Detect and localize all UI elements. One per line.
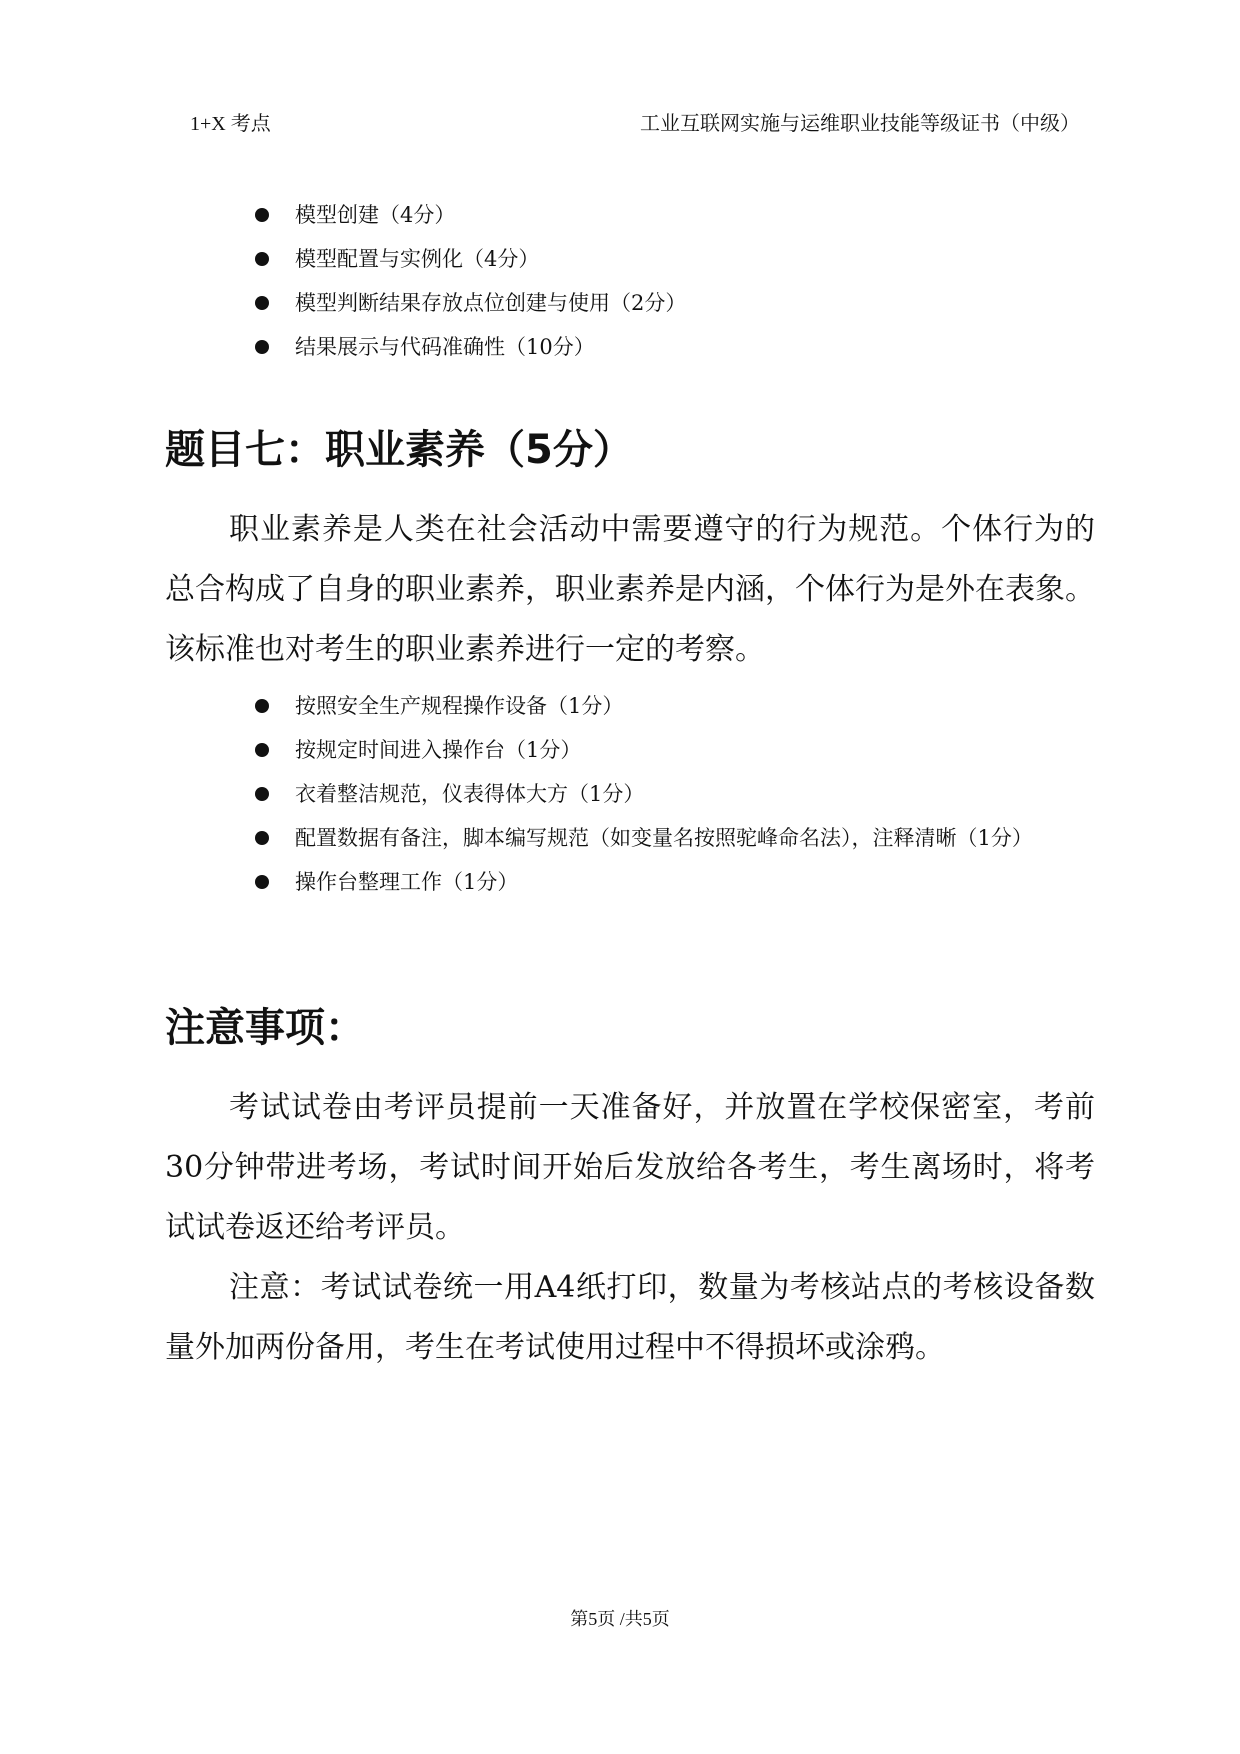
list-item-text: 结果展示与代码准确性（10分） [295, 335, 595, 359]
list-item-text: 模型配置与实例化（4分） [295, 247, 540, 271]
header-document-title: 工业互联网实施与运维职业技能等级证书（中级） [640, 113, 1080, 135]
bullet-icon [255, 743, 269, 757]
notes-paragraph: 考试试卷由考评员提前一天准备好，并放置在学校保密室，考前30分钟带进考场，考试时间开始后发放给各考生，考生离场时，将考试试卷返还给考评员。 [165, 1090, 1095, 1245]
list-item-text: 配置数据有备注，脚本编写规范（如变量名按照驼峰命名法），注释清晰（1分） [295, 826, 1033, 850]
section-heading-notes: 注意事项： [165, 1005, 365, 1051]
section-heading-professionalism: 题目七：职业素养（5分） [165, 427, 633, 473]
list-item-text: 模型创建（4分） [295, 203, 456, 227]
list-item-text: 按照安全生产规程操作设备（1分） [295, 694, 624, 718]
bullet-icon [255, 252, 269, 266]
bullet-icon [255, 340, 269, 354]
professionalism-paragraph: 职业素养是人类在社会活动中需要遵守的行为规范。个体行为的总合构成了自身的职业素养，职业素养是内涵，个体行为是外在表象。该标准也对考生的职业素养进行一定的考察。 [165, 512, 1095, 667]
bullet-icon [255, 296, 269, 310]
list-item-text: 衣着整洁规范，仪表得体大方（1分） [295, 782, 645, 806]
list-item-text: 操作台整理工作（1分） [295, 870, 519, 894]
header-left-label: 1+X 考点 [190, 113, 271, 135]
bullet-icon [255, 831, 269, 845]
notes-printing-paragraph: 注意：考试试卷统一用A4纸打印，数量为考核站点的考核设备数量外加两份备用，考生在考试使用过程中不得损坏或涂鸦。 [165, 1270, 1095, 1365]
bullet-icon [255, 699, 269, 713]
page-number: 第5页 /共5页 [570, 1609, 670, 1629]
list-item-text: 模型判断结果存放点位创建与使用（2分） [295, 291, 687, 315]
list-item-text: 按规定时间进入操作台（1分） [295, 738, 582, 762]
bullet-icon [255, 787, 269, 801]
bullet-icon [255, 208, 269, 222]
bullet-icon [255, 875, 269, 889]
